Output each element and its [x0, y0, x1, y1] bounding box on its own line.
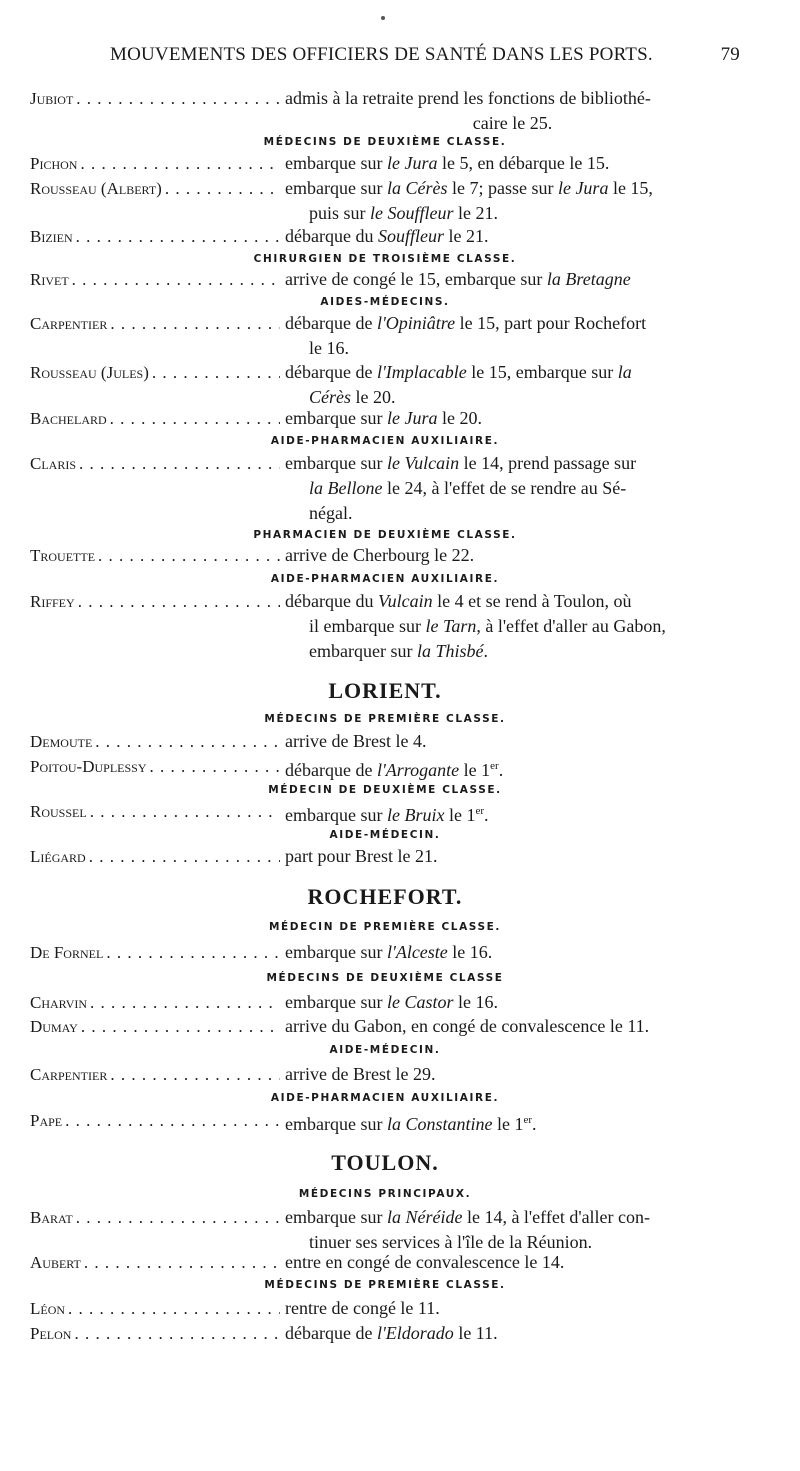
category-heading: AIDE-MÉDECIN.: [329, 829, 441, 841]
category-heading: PHARMACIEN DE DEUXIÈME CLASSE.: [253, 529, 517, 541]
category-heading: AIDES-MÉDECINS.: [320, 296, 450, 308]
entry-text: embarque sur l'Alceste le 16.: [285, 942, 493, 962]
entry-name: Liégard . . .: [30, 844, 280, 869]
entry-name: Trouette . . .: [30, 543, 280, 568]
category-heading: MÉDECIN DE PREMIÈRE CLASSE.: [268, 921, 502, 933]
category-heading: MÉDECINS DE PREMIÈRE CLASSE.: [264, 1279, 506, 1291]
category-heading: MÉDECINS PRINCIPAUX.: [298, 1188, 472, 1200]
entry-text: entre en congé de convalescence le 14.: [285, 1252, 565, 1272]
entry-roussel: [30, 799, 740, 828]
category-heading: MÉDECINS DE PREMIÈRE CLASSE.: [264, 713, 506, 725]
entry-leon: [30, 1296, 740, 1321]
entry-text: admis à la retraite prend les fonctions de bibliothé- caire le 25.: [285, 88, 651, 133]
entry-claris: [30, 451, 740, 526]
entry-text: débarque du Souffleur le 21.: [285, 226, 489, 246]
entry-bachelard: [30, 406, 740, 431]
entry-de-fornel: [30, 940, 740, 965]
entry-carpentier: [30, 311, 740, 361]
port-heading-rochefort: ROCHEFORT.: [307, 884, 463, 909]
entry-rousseau-albert: [30, 176, 740, 226]
entry-rousseau-jules: [30, 360, 740, 410]
entry-name: Dumay . . .: [30, 1014, 280, 1039]
entry-text: arrive de Brest le 29.: [285, 1064, 436, 1084]
entry-dumay: [30, 1014, 740, 1039]
entry-name: Poitou-Duplessy . . .: [30, 754, 280, 779]
entry-name: De Fornel . . .: [30, 940, 280, 965]
entry-name: Rousseau (Jules) . . .: [30, 360, 280, 385]
entry-name: Claris . . .: [30, 451, 280, 476]
entry-text: embarque sur le Vulcain le 14, prend passage sur la Bellone le 24, à l'effet de se rendre au Sé- négal.: [285, 453, 637, 523]
category-heading: CHIRURGIEN DE TROISIÈME CLASSE.: [253, 253, 517, 265]
entry-barat: [30, 1205, 740, 1255]
running-header: [110, 44, 740, 74]
entry-name: Roussel . . .: [30, 799, 280, 824]
entry-bizien: [30, 224, 740, 249]
entry-name: Carpentier . . .: [30, 311, 280, 336]
entry-name: Rivet . . .: [30, 267, 280, 292]
entry-name: Demoute . . .: [30, 729, 280, 754]
entry-text: débarque de l'Implacable le 15, embarque sur la Cérès le 20.: [285, 362, 632, 407]
category-heading: AIDE-MÉDECIN.: [329, 1044, 441, 1056]
entry-name: Léon . . .: [30, 1296, 280, 1321]
entry-name: Rousseau (Albert) . . .: [30, 176, 280, 201]
entry-text: embarque sur le Jura le 20.: [285, 408, 482, 428]
entry-pape: [30, 1108, 740, 1137]
entry-pichon: [30, 151, 740, 176]
entry-text: embarque sur la Constantine le 1er.: [285, 1114, 537, 1134]
port-heading-toulon: TOULON.: [331, 1150, 439, 1175]
entry-text: arrive de Cherbourg le 22.: [285, 545, 475, 565]
entry-text: arrive du Gabon, en congé de convalescence le 11.: [285, 1016, 650, 1036]
entry-pelon: [30, 1321, 740, 1346]
category-heading: AIDE-PHARMACIEN AUXILIAIRE.: [270, 1092, 500, 1104]
entry-name: Riffey . . .: [30, 589, 280, 614]
entry-text: débarque de l'Opiniâtre le 15, part pour Rochefort le 16.: [285, 313, 647, 358]
ship-name: le Jura: [386, 153, 438, 173]
entry-text: arrive de Brest le 4.: [285, 731, 427, 751]
entry-text: débarque de l'Eldorado le 11.: [285, 1323, 498, 1343]
port-heading-lorient: LORIENT.: [328, 678, 442, 703]
entry-name: Barat . . .: [30, 1205, 280, 1230]
entry-text: embarque sur la Cérès le 7; passe sur le Jura le 15, puis sur le Souffleur le 21.: [285, 178, 653, 223]
entry-liegard: [30, 844, 740, 869]
entry-text: embarque sur le Bruix le 1er.: [285, 805, 489, 825]
entry-text: débarque du Vulcain le 4 et se rend à Toulon, où il embarque sur le Tarn, à l'effet d'aller au Gabon, embarquer sur la Thisbé.: [285, 591, 666, 661]
entry-aubert: [30, 1250, 740, 1275]
print-speck: [381, 16, 385, 20]
entry-name: Bachelard . . .: [30, 406, 280, 431]
page-number: 79: [720, 44, 740, 65]
entry-rivet: [30, 267, 740, 292]
entry-text: rentre de congé le 11.: [285, 1298, 440, 1318]
entry-text: embarque sur la Néréide le 14, à l'effet d'aller con- tinuer ses services à l'île de la Réunion.: [285, 1207, 651, 1252]
entry-poitou-duplessy: [30, 754, 740, 783]
entry-riffey: [30, 589, 740, 664]
category-heading: MÉDECINS DE DEUXIÈME CLASSE: [266, 972, 504, 984]
entry-text: arrive de congé le 15, embarque sur la Bretagne: [285, 269, 631, 289]
entry-demoute: [30, 729, 740, 754]
entry-text: débarque de l'Arrogante le 1er.: [285, 760, 504, 780]
entry-name: Pape . . .: [30, 1108, 280, 1133]
entry-name: Aubert . . .: [30, 1250, 280, 1275]
entry-text: embarque sur le Jura le 5, en débarque le 15.: [285, 153, 610, 173]
category-heading: AIDE-PHARMACIEN AUXILIAIRE.: [270, 573, 500, 585]
entry-carpentier-rochefort: [30, 1062, 740, 1087]
entry-text: embarque sur le Castor le 16.: [285, 992, 498, 1012]
page-title: MOUVEMENTS DES OFFICIERS DE SANTÉ DANS LES PORTS.: [110, 44, 653, 65]
entry-trouette: [30, 543, 740, 568]
entry-jubiot: [30, 86, 740, 136]
category-heading: MÉDECIN DE DEUXIÈME CLASSE.: [268, 784, 502, 796]
category-heading: AIDE-PHARMACIEN AUXILIAIRE.: [270, 435, 500, 447]
entry-name: Pelon . . .: [30, 1321, 280, 1346]
entry-text: part pour Brest le 21.: [285, 846, 438, 866]
category-heading: MÉDECINS DE DEUXIÈME CLASSE.: [263, 136, 507, 148]
entry-name: Pichon . . .: [30, 151, 280, 176]
entry-name: Charvin . . .: [30, 990, 280, 1015]
entry-name: Bizien . . .: [30, 224, 280, 249]
entry-name: Carpentier . . .: [30, 1062, 280, 1087]
entry-charvin: [30, 990, 740, 1015]
entry-name: Jubiot . . .: [30, 86, 280, 111]
